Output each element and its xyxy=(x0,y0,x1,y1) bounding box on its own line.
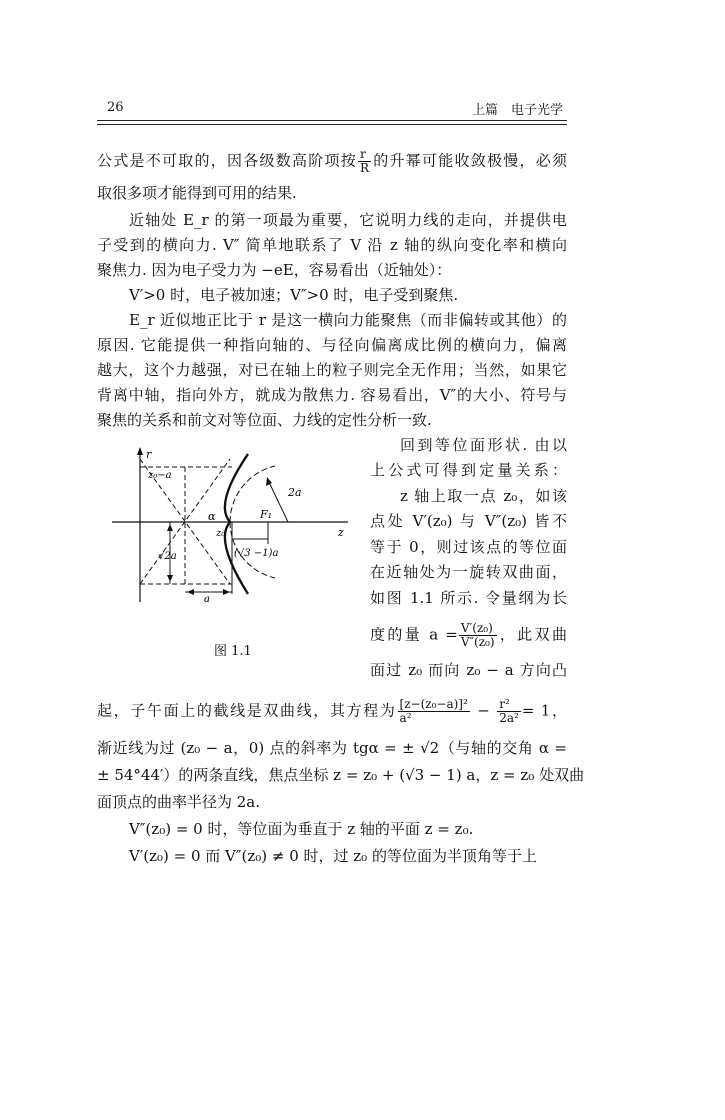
fraction-a-definition xyxy=(459,622,497,649)
fraction-numerator: [z−(z₀−a)]² xyxy=(399,697,468,711)
text-run: 度的量 a = xyxy=(370,625,458,644)
fraction-numerator: V′(z₀) xyxy=(459,622,497,636)
fraction-denominator: a² xyxy=(399,711,412,725)
text-run: 的升幂可能收敛极慢，必须 xyxy=(372,151,567,170)
header-rule-thick xyxy=(97,120,567,121)
label-r: r xyxy=(146,448,152,461)
a-arrow-left xyxy=(187,589,194,595)
side-line: z 轴上取一点 z₀，如该 xyxy=(400,487,567,505)
body-line xyxy=(97,148,567,175)
label-z: z xyxy=(338,526,344,539)
body-line: 取很多项才能得到可用的结果. xyxy=(97,184,297,202)
text-run: 公式是不可取的，因各级数高阶项按 xyxy=(97,151,357,170)
label-2a: 2a xyxy=(288,486,302,499)
text-run: = 1， xyxy=(521,701,567,720)
body-line: 面顶点的曲率半径为 2a. xyxy=(97,793,261,811)
body-line: 背离中轴，指向外方，就成为散焦力. 容易看出，V″的大小、符号与 xyxy=(97,386,567,404)
side-line: 上公式可得到定量关系： xyxy=(370,461,567,479)
figure-caption: 图 1.1 xyxy=(214,644,252,659)
side-line: 在近轴处为一旋转双曲面， xyxy=(370,563,567,581)
body-line xyxy=(97,698,567,725)
side-line: 等于 0，则过该点的等位面 xyxy=(370,538,567,556)
fraction-denominator: V″(z₀) xyxy=(460,635,495,649)
fraction-denominator: 2a² xyxy=(499,711,519,725)
label-sqrt3-minus-1-a: (√3 −1)a xyxy=(234,548,279,559)
label-a: a xyxy=(204,594,210,605)
a-arrow-right xyxy=(223,589,230,595)
fraction-r-over-R xyxy=(358,148,371,175)
side-line: 点处 V′(z₀) 与 V″(z₀) 皆不 xyxy=(370,512,567,530)
label-F1: F₁ xyxy=(260,508,273,521)
body-line: ± 54°44′）的两条直线，焦点坐标 z = z₀ + (√3 − 1) a，z = z₀ 处双曲 xyxy=(97,766,585,784)
fraction-denominator: R xyxy=(359,161,370,175)
radius-arrow xyxy=(266,477,272,486)
body-line: 子受到的横向力. V″ 简单地联系了 V 沿 z 轴的纵向变化率和横向 xyxy=(97,236,567,254)
header-rule-thin xyxy=(97,124,567,125)
sqrt2a-arrow-down xyxy=(167,575,173,582)
text-run: ，此双曲 xyxy=(497,625,567,644)
body-line: 聚焦的关系和前文对等位面、力线的定性分析一致. xyxy=(97,411,432,429)
text-run: − xyxy=(470,701,497,720)
fraction-numerator: r xyxy=(358,148,371,162)
fraction-numerator: r² xyxy=(497,698,521,712)
label-z0: z₀ xyxy=(216,528,226,539)
body-line: E_r 近似地正比于 r 是这一横向力能聚焦（而非偏转或其他）的 xyxy=(129,311,567,329)
page-header xyxy=(97,96,567,120)
body-line: 渐近线为过 (z₀ − a，0) 点的斜率为 tgα = ± √2（与轴的交角 α = xyxy=(97,739,567,757)
fraction-hyperbola-term1 xyxy=(398,698,470,725)
side-line: 面过 z₀ 而向 z₀ − a 方向凸 xyxy=(370,661,567,679)
sqrt2a-arrow-up xyxy=(167,524,173,531)
side-line: 回到等位面形状. 由以 xyxy=(400,436,567,454)
body-line: 原因. 它能提供一种指向轴的、与径向偏离成比例的横向力，偏离 xyxy=(97,336,567,354)
body-line: 越大，这个力越强，对已在轴上的粒子则完全无作用；当然，如果它 xyxy=(97,361,567,379)
label-sqrt2a: √2a xyxy=(158,551,177,562)
label-alpha: α xyxy=(208,510,216,523)
label-z0-minus-a: z₀−a xyxy=(148,470,172,481)
running-title: 上篇 电子光学 xyxy=(471,103,563,118)
body-line: 近轴处 E_r 的第一项最为重要，它说明力线的走向，并提供电 xyxy=(129,211,567,229)
r-axis-arrow xyxy=(137,447,143,455)
side-line xyxy=(370,622,567,649)
text-run: 起，子午面上的截线是双曲线，其方程为 xyxy=(97,701,397,720)
hyperboloid-figure xyxy=(110,444,350,619)
hyperbola-curve xyxy=(225,454,248,594)
body-line: V′>0 时，电子被加速；V″>0 时，电子受到聚焦. xyxy=(129,286,459,304)
body-line: V′(z₀) = 0 而 V″(z₀) ≠ 0 时，过 z₀ 的等位面为半顶角等于上 xyxy=(129,847,537,865)
body-line: 聚焦力. 因为电子受力为 −eE，容易看出（近轴处）： xyxy=(97,261,452,279)
page-number: 26 xyxy=(107,100,124,115)
body-line: V″(z₀) = 0 时，等位面为垂直于 z 轴的平面 z = z₀. xyxy=(129,820,474,838)
fraction-hyperbola-term2 xyxy=(497,698,521,725)
side-line: 如图 1.1 所示. 令量纲为长 xyxy=(370,589,567,607)
